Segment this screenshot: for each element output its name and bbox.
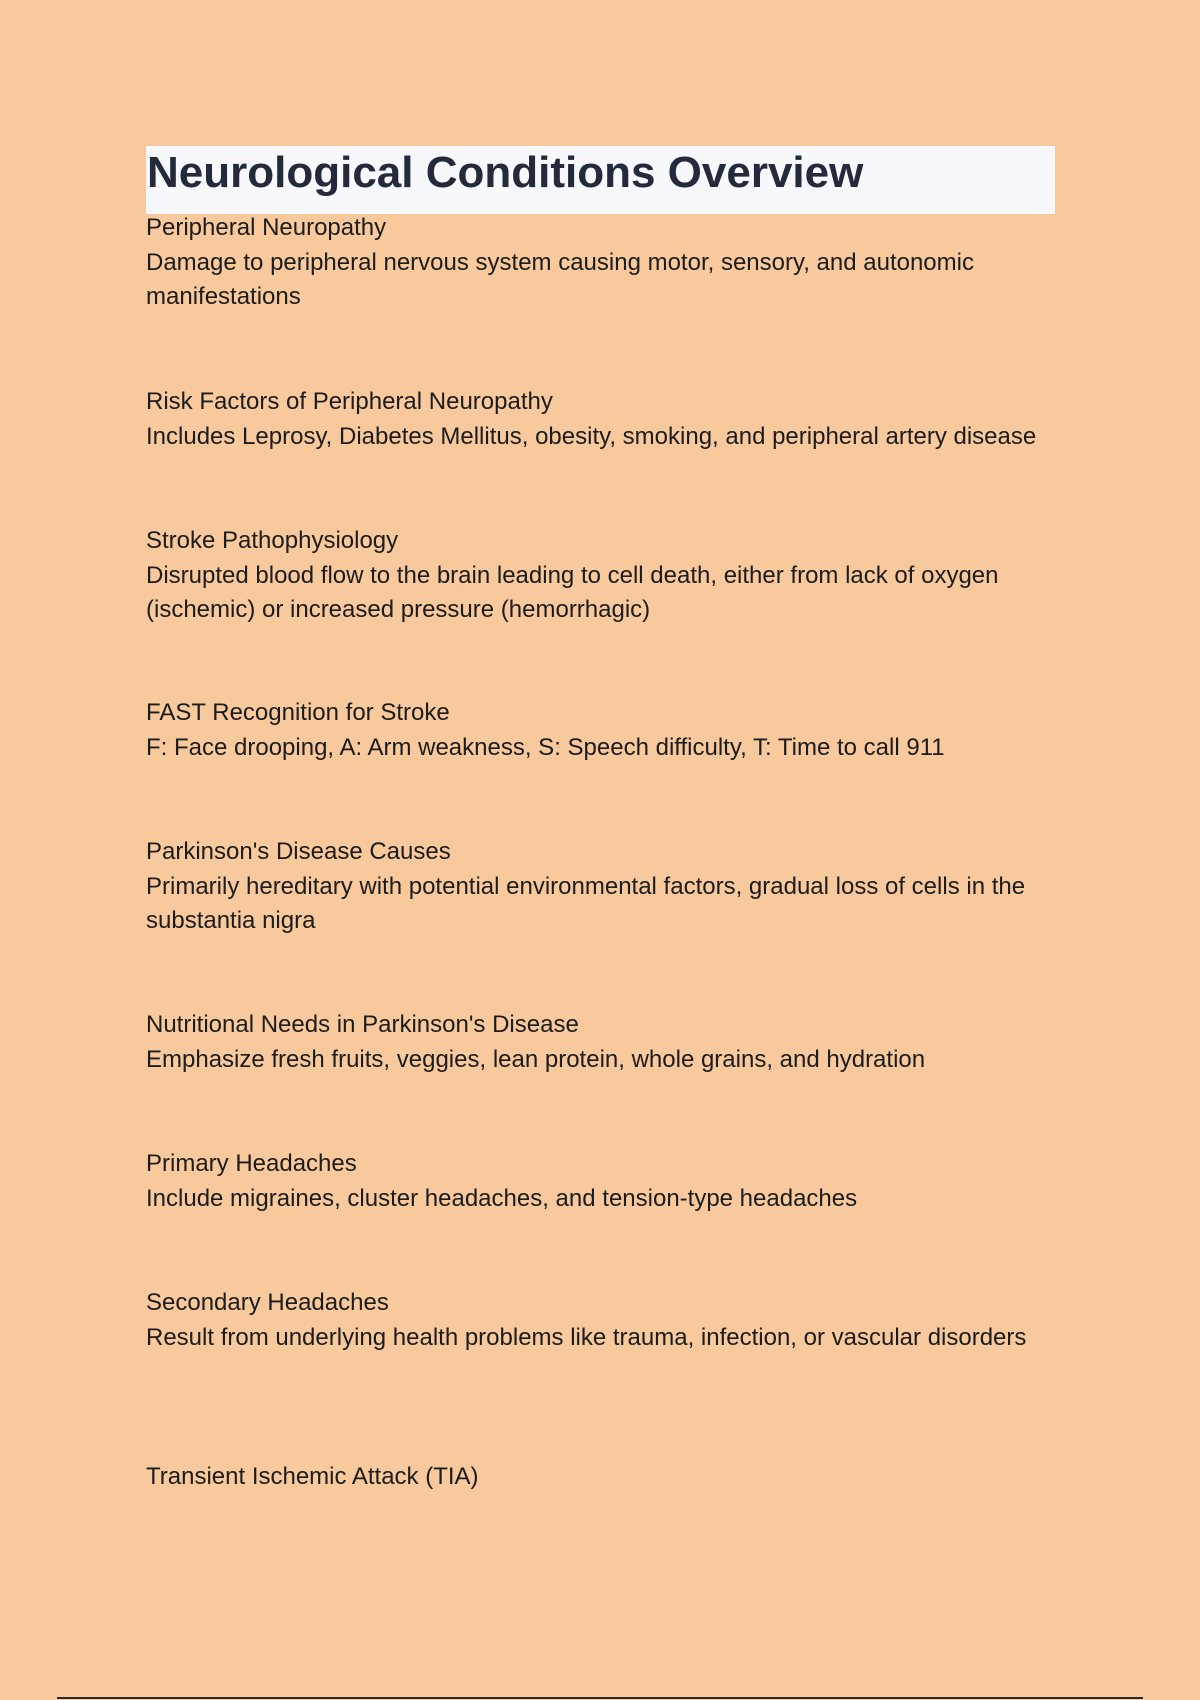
page-bottom-divider [57,1697,1143,1699]
entry-fast-recognition [146,696,1066,765]
entry-term: Peripheral Neuropathy [146,214,387,241]
entry-description: Result from underlying health problems like trauma, infection, or vascular disorders [146,1323,1027,1351]
entry-term: Parkinson's Disease Causes [146,838,451,865]
entry-peripheral-neuropathy [146,211,1066,315]
entry-description: Primarily hereditary with potential environmental factors, gradual loss of cells in the substantia nigra [146,872,1026,934]
entry-primary-headaches [146,1147,1066,1216]
page-title: Neurological Conditions Overview [147,148,864,197]
entry-description: Emphasize fresh fruits, veggies, lean protein, whole grains, and hydration [146,1045,926,1073]
entry-parkinsons-causes [146,835,1066,939]
entry-tia [146,1460,1066,1495]
entry-description: Include migraines, cluster headaches, and tension-type headaches [146,1184,858,1212]
entry-description: Includes Leprosy, Diabetes Mellitus, obesity, smoking, and peripheral artery disease [146,422,1037,450]
entry-risk-factors-peripheral-neuropathy [146,385,1066,454]
entry-term: Nutritional Needs in Parkinson's Disease [146,1011,579,1038]
entry-parkinsons-nutrition [146,1008,1066,1077]
entry-stroke-pathophysiology [146,524,1066,628]
entry-description: Damage to peripheral nervous system causing motor, sensory, and autonomic manifestations [146,248,974,310]
entry-term: FAST Recognition for Stroke [146,699,450,726]
entry-term: Stroke Pathophysiology [146,527,399,554]
entry-term: Risk Factors of Peripheral Neuropathy [146,388,553,415]
entry-description: F: Face drooping, A: Arm weakness, S: Speech difficulty, T: Time to call 911 [146,733,945,761]
entry-term: Primary Headaches [146,1150,357,1177]
entry-term: Secondary Headaches [146,1289,389,1316]
entry-term: Transient Ischemic Attack (TIA) [146,1463,479,1490]
entry-secondary-headaches [146,1286,1066,1355]
title-bar [146,146,1055,214]
entry-description: Disrupted blood flow to the brain leading to cell death, either from lack of oxygen (ischemic) or increased pressure (hemorrhagic) [146,561,999,623]
